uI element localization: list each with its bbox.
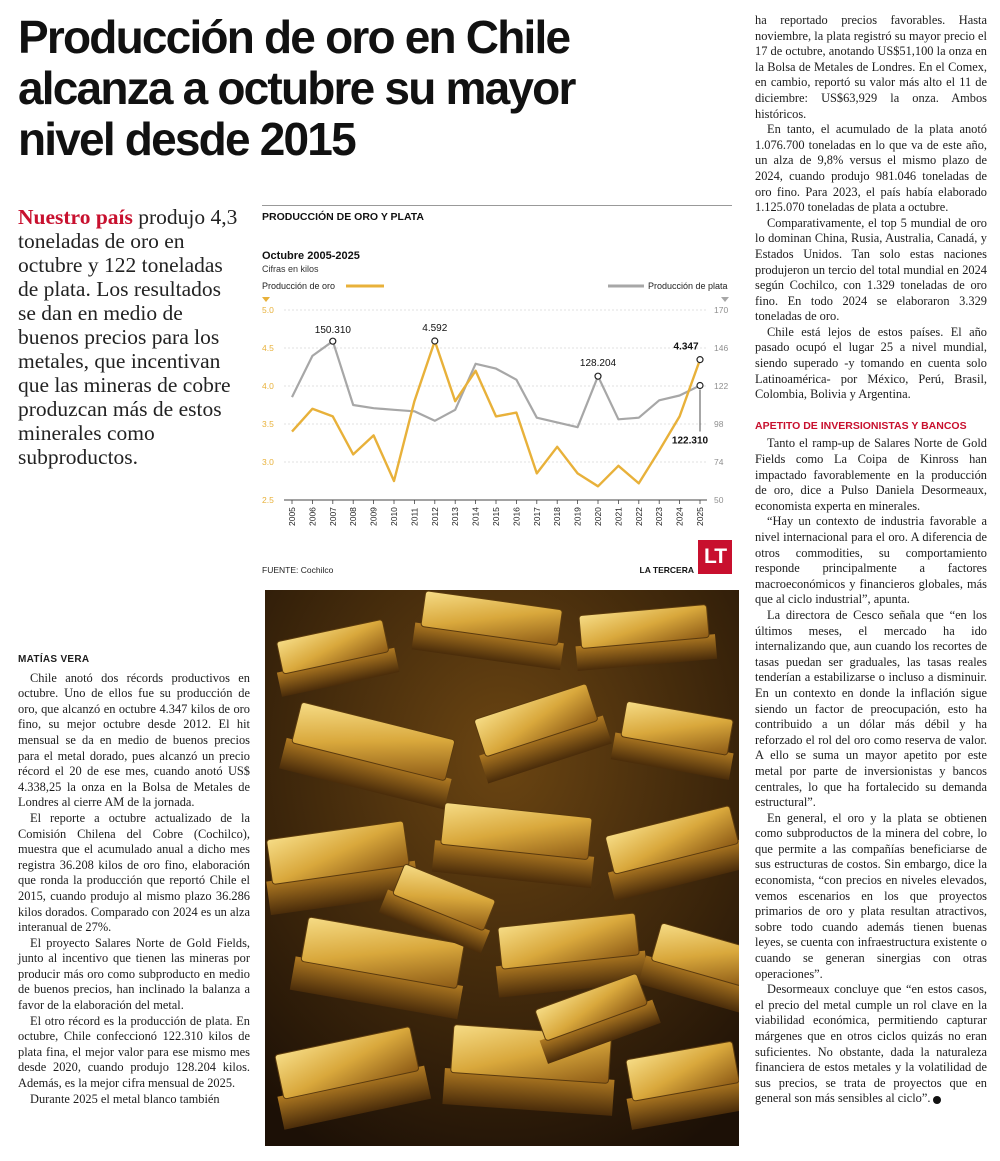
x-tick-label: 2013	[450, 507, 461, 526]
x-tick-label: 2009	[368, 507, 379, 526]
annotation-label: 4.347	[673, 341, 699, 353]
annotation-label: 150.310	[314, 325, 351, 337]
right-tick-label: 50	[714, 495, 724, 505]
left-tick-label: 5.0	[262, 305, 274, 315]
right-tick-label: 98	[714, 419, 724, 429]
chart-title: Octubre 2005-2025	[262, 250, 360, 262]
paragraph: El otro récord es la producción de plata. En octubre, Chile confeccionó 122.310 kilos de plata fina, el mejor valor para ese mismo mes desde 2020, cuando produjo 128.204 kilos. Además, es la mejor cifra mensual de 2025.	[18, 1013, 250, 1091]
section-subhead: APETITO DE INVERSIONISTAS Y BANCOS	[755, 419, 967, 432]
paragraph: “Hay un contexto de industria favorable a nivel internacional para el oro. A diferencia de otros commodities, su comportamiento responde principalmente a factores macroeconómicos y financieros globales, más que al ciclo industrial”, apunta.	[755, 514, 987, 607]
chart-panel	[262, 205, 732, 583]
la-tercera-logo: LT	[698, 540, 732, 574]
paragraph	[755, 982, 987, 1107]
gold-bars-photo	[265, 590, 739, 1146]
paragraph: El proyecto Salares Norte de Gold Fields, junto al incentivo que tienen las mineras por producir más oro como subproducto en medio de buenos precios, han inclinado la balanza a favor de la elaboración del metal.	[18, 935, 250, 1013]
article-column-1	[18, 652, 250, 1107]
chart-source: FUENTE: Cochilco	[262, 565, 334, 575]
annotation-marker	[697, 357, 703, 363]
chart-subtitle: Cifras en kilos	[262, 264, 319, 274]
x-tick-label: 2019	[572, 507, 583, 526]
left-tick-label: 3.5	[262, 419, 274, 429]
annotation-marker	[432, 338, 438, 344]
x-tick-label: 2008	[348, 507, 359, 526]
x-tick-label: 2010	[389, 507, 399, 526]
x-tick-label: 2021	[613, 507, 624, 526]
right-axis-arrow-icon	[721, 297, 729, 302]
gold-bars-illustration	[265, 590, 739, 1146]
annotation-marker	[697, 383, 703, 389]
series-line-gold	[292, 341, 700, 486]
x-tick-label: 2015	[491, 507, 501, 526]
lead-text: produjo 4,3 toneladas de oro en octubre y 122 toneladas de plata. Los resultados se dan en medio de buenos precios para los metales, que incentivan que las mineras de cobre produzcan más de estos minerales como subproductos.	[18, 205, 238, 469]
left-tick-label: 4.5	[262, 343, 274, 353]
byline: MATÍAS VERA	[18, 654, 90, 665]
right-tick-label: 170	[714, 305, 729, 315]
paragraph: Tanto el ramp-up de Salares Norte de Gold Fields como La Coipa de Kinross han impactado favorablemente en la producción de oro, dice a Pulso Daniela Desormeaux, economista experta en minerales.	[755, 436, 987, 513]
x-tick-label: 2011	[409, 507, 420, 526]
annotation-label: 128.204	[579, 358, 617, 370]
x-tick-label: 2016	[511, 507, 522, 526]
end-mark-icon	[933, 1096, 941, 1104]
x-tick-label: 2006	[307, 507, 318, 526]
paragraph: En general, el oro y la plata se obtienen como subproductos de la minera del cobre, lo que permite a las compañías beneficiarse de sus estructuras de costos. Sin embargo, dice la economista, “con precios en niveles elevados, vemos escenarios en los que proyectos primarios de oro y plata resultan atractivos, sobre todo cuando además tienen buenas leyes, se cuenta con infraestructura existente o cuando se generan sinergias con otras operaciones”.	[755, 810, 987, 981]
annotation-marker	[595, 373, 601, 379]
x-tick-label: 2020	[593, 507, 603, 526]
right-tick-label: 122	[714, 381, 729, 391]
left-tick-label: 3.0	[262, 457, 274, 467]
x-tick-label: 2012	[429, 507, 440, 526]
x-tick-label: 2017	[531, 507, 542, 526]
x-tick-label: 2018	[552, 507, 563, 526]
paragraph: Chile anotó dos récords productivos en octubre. Uno de ellos fue su producción de oro, que alcanzó en octubre 4.347 kilos de oro fino, su mejor octubre desde 2012. El hit mensual se da en medio de buenos precios para el metal dorado, pues alcanzó un precio récord el 20 de ese mes, cuando anotó US$ 4.338,25 la onza en la Bolsa de Metales de Londres al cierre AM de la jornada.	[18, 670, 250, 810]
brand-name: LA TERCERA	[639, 565, 694, 575]
paragraph: Durante 2025 el metal blanco también	[30, 1091, 220, 1106]
paragraph: Comparativamente, el top 5 mundial de oro lo dominan China, Rusia, Australia, Canadá, y Estados Unidos. Tan solo estas naciones produjeron un tercio del total mundial en 2024 según Cochilco, con 1.329 toneladas de oro fino. En todo 2024 se elaboraron 3.329 toneladas de oro.	[755, 215, 987, 324]
legend-label-gold: Producción de oro	[262, 281, 336, 291]
lead-kicker: Nuestro país	[18, 205, 133, 229]
line-chart	[262, 275, 732, 540]
right-tick-label: 74	[714, 457, 724, 467]
left-tick-label: 2.5	[262, 495, 274, 505]
annotation-label: 122.310	[671, 435, 709, 447]
left-axis-arrow-icon	[262, 297, 270, 302]
headline: Producción de oro en Chile alcanza a octubre su mayor nivel desde 2015	[18, 11, 575, 165]
paragraph: El reporte a octubre actualizado de la Comisión Chilena del Cobre (Cochilco), muestra que el acumulado anual a dicho mes registra 36.208 kilos de oro fino, elaboración que ronda la producción que reportó Chile el 2015, cuando produjo al mismo plazo 36.286 kilos dorados. Comparado con 2024 es un alza interanual de 27%.	[18, 810, 250, 935]
x-tick-label: 2025	[695, 507, 705, 526]
x-tick-label: 2023	[654, 507, 665, 526]
x-tick-label: 2024	[674, 507, 685, 526]
paragraph: En tanto, el acumulado de la plata anotó 1.076.700 toneladas en lo que va de este año, un alza de 9,8% versus el mismo plazo de 2024, cuando produjo 981.046 toneladas de oro fino. Para 2023, el país había elaborado 1.125.070 toneladas de plata a octubre.	[755, 122, 987, 215]
x-tick-label: 2022	[633, 507, 644, 526]
annotation-label: 4.592	[422, 323, 448, 335]
x-tick-label: 2005	[287, 507, 297, 526]
left-tick-label: 4.0	[262, 381, 274, 391]
legend-label-silver: Producción de plata	[648, 281, 728, 291]
chart-header: PRODUCCIÓN DE ORO Y PLATA	[262, 211, 424, 223]
annotation-marker	[330, 338, 336, 344]
closing-paragraph-text: Desormeaux concluye que “en estos casos, el precio del metal cumple un rol clave en la viabilidad económica, permitiendo capturar márgenes que en otros ciclos quizás no eran suficientes. No obstante, dada la naturaleza financiera de estos metales y la volatilidad de sus precios, se trata de proyectos que en general son más sensibles al ciclo”.	[755, 982, 987, 1106]
right-tick-label: 146	[714, 343, 729, 353]
x-tick-label: 2007	[327, 507, 338, 526]
chart-top-rule	[262, 205, 732, 206]
paragraph: Chile está lejos de estos países. El año pasado ocupó el lugar 25 a nivel mundial, siendo superado -y tomando en cuenta solo Latinoamérica- por México, Perú, Brasil, Colombia, Bolivia y Argentina.	[755, 324, 987, 402]
paragraph: ha reportado precios favorables. Hasta noviembre, la plata registró su mayor precio el 17 de octubre, anotando US$51,100 la onza en la Bolsa de Metales de Londres. En el Comex, en cambio, reportó su valor más alto el 11 de diciembre: US$63,929 la onza. Ambos históricos.	[755, 13, 987, 121]
x-tick-label: 2014	[470, 507, 481, 526]
lead-paragraph	[18, 205, 240, 469]
article-column-3	[755, 13, 987, 1107]
paragraph: La directora de Cesco señala que “en los últimos meses, el mercado ha ido internalizando que, aun cuando los recortes de tasas puedan ser graduales, las tasas reales tenderían a estabilizarse o incluso a disminuir. En un contexto en donde la inflación sigue siendo un factor de preocupación, esto ha contribuido a un dólar más débil y ha reforzado el rol del oro como reserva de valor. A ello se suma un mayor apetito por este metal por parte de inversionistas y bancos centrales, lo que ha fortalecido su demanda estructural”.	[755, 607, 987, 810]
